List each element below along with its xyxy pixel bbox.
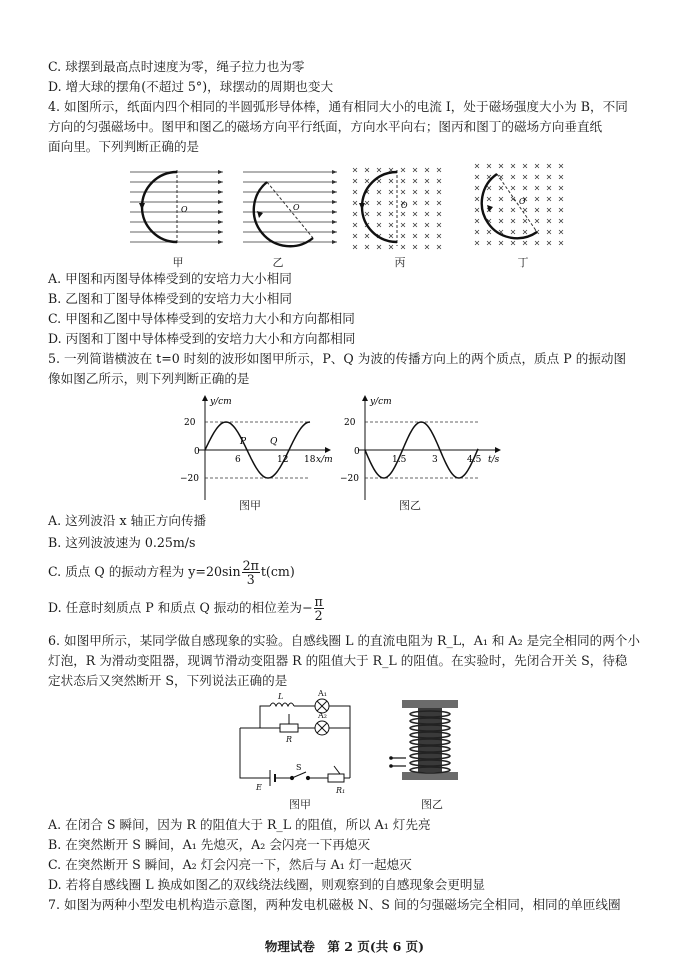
- fig-bing-label-o: O: [401, 201, 408, 210]
- fig-yi-label-o: O: [293, 203, 300, 212]
- q4-option-a: A. 甲图和丙图导体棒受到的安培力大小相同: [48, 271, 292, 286]
- graph-b-caption: 图乙: [399, 499, 421, 512]
- graph-a-ytick-0: 0: [194, 447, 200, 457]
- q6-caption-yi: 图乙: [421, 798, 443, 811]
- q6-stem-line3: 定状态后又突然断开 S，下列说法正确的是: [48, 673, 288, 688]
- graph-a-xtick-12: 12: [277, 455, 289, 465]
- graph-a-xtick-18: 18: [304, 455, 316, 465]
- fig-ding: [475, 164, 563, 245]
- q6-option-d: D. 若将自感线圈 L 换成如图乙的双线绕法线圈，则观察到的自感现象会更明显: [48, 877, 486, 892]
- graph-b-ylabel: y/cm: [370, 397, 392, 407]
- q5-option-b: B. 这列波波速为 0.25m/s: [48, 535, 196, 550]
- fig-ding-label-o: O: [519, 197, 526, 206]
- q6-caption-jia: 图甲: [289, 798, 311, 811]
- q6-stem-line1: 6. 如图甲所示，某同学做自感现象的实验。自感线圈 L 的直流电阻为 R_L，A₁ 和 A₂ 是完全相同的两个小: [48, 633, 640, 648]
- graph-b-ytick-neg20: −20: [340, 474, 359, 484]
- prev-option-d: D. 增大球的摆角(不超过 5°)，球摆动的周期也变大: [48, 79, 334, 94]
- double-wound-coil: [389, 700, 458, 780]
- q5-option-c-frac: [242, 559, 260, 586]
- q6-option-c: C. 在突然断开 S 瞬间，A₂ 灯会闪亮一下，然后与 A₁ 灯一起熄灭: [48, 857, 412, 872]
- q5-option-d-frac: [314, 595, 324, 622]
- graph-a-ytick-20: 20: [184, 418, 196, 428]
- q4-caption-yi: 乙: [272, 256, 284, 269]
- graph-a-point-p: P: [240, 437, 247, 447]
- graph-b-xtick-3: 3: [432, 455, 438, 465]
- circuit-label-s: S: [296, 763, 302, 772]
- circuit-label-r: R: [286, 735, 293, 744]
- circuit-label-a2: A₂: [318, 711, 327, 720]
- graph-a-caption: 图甲: [239, 499, 261, 512]
- graph-b-xtick-1-5: 1.5: [392, 455, 407, 465]
- q5-option-d-den: 2: [314, 608, 323, 623]
- circuit-diagram: [240, 699, 350, 786]
- q5-option-c-den: 3: [246, 572, 255, 587]
- q6-option-b: B. 在突然断开 S 瞬间，A₁ 先熄灭，A₂ 会闪亮一下再熄灭: [48, 837, 371, 852]
- q4-stem-line1: 4. 如图所示，纸面内四个相同的半圆弧形导体棒，通有相同大小的电流 I，处于磁场强度大小为 B，不同: [48, 99, 628, 114]
- q5-stem-line2: 像如图乙所示，则下列判断正确的是: [48, 371, 250, 386]
- q4-option-d: D. 丙图和丁图中导体棒受到的安培力大小和方向都相同: [48, 331, 356, 346]
- graph-a-xtick-6: 6: [235, 455, 241, 465]
- fig-jia-label-o: O: [181, 205, 188, 214]
- q6-figures: [230, 689, 470, 795]
- q4-stem-line3: 面向里。下列判断正确的是: [48, 139, 200, 154]
- graph-a-ytick-neg20: −20: [180, 474, 199, 484]
- q4-caption-ding: 丁: [517, 256, 529, 269]
- fig-bing: [353, 168, 441, 249]
- q4-caption-bing: 丙: [394, 256, 406, 269]
- circuit-label-e: E: [256, 783, 262, 792]
- q5-option-a: A. 这列波沿 x 轴正方向传播: [48, 513, 207, 528]
- circuit-label-l: L: [278, 692, 284, 701]
- q6-option-a: A. 在闭合 S 瞬间，因为 R 的阻值大于 R_L 的阻值，所以 A₁ 灯先亮: [48, 817, 431, 832]
- wave-graph-a: [180, 396, 333, 500]
- q4-option-c: C. 甲图和乙图中导体棒受到的安培力大小和方向都相同: [48, 311, 355, 326]
- q5-option-d-num: π: [314, 594, 323, 609]
- prev-option-c: C. 球摆到最高点时速度为零，绳子拉力也为零: [48, 59, 305, 74]
- fig-jia: [130, 170, 223, 244]
- q5-option-c: [48, 558, 295, 586]
- q5-option-c-post: t(cm): [260, 564, 295, 579]
- q4-option-b: B. 乙图和丁图导体棒受到的安培力大小相同: [48, 291, 292, 306]
- graph-b-ytick-0: 0: [354, 447, 360, 457]
- graph-a-point-q: Q: [270, 437, 278, 447]
- circuit-labels: [255, 689, 345, 795]
- wave-graph-b: [340, 396, 500, 500]
- q5-stem-line1: 5. 一列简谐横波在 t=0 时刻的波形如图甲所示，P、Q 为波的传播方向上的两个质点，质点 P 的振动图: [48, 351, 627, 366]
- graph-b-xlabel: t/s: [488, 455, 500, 465]
- circuit-label-r1: R₁: [336, 786, 346, 795]
- q5-graphs: [180, 392, 520, 512]
- graph-b-ytick-20: 20: [344, 418, 356, 428]
- q6-stem-line2: 灯泡，R 为滑动变阻器，现调节滑动变阻器 R 的阻值大于 R_L 的阻值。在实验时，先闭合开关 S，待稳: [48, 653, 628, 668]
- graph-a-xlabel: x/m: [316, 455, 333, 465]
- graph-b-xtick-4-5: 4.5: [467, 455, 482, 465]
- q7-stem-line1: 7. 如图为两种小型发电机构造示意图，两种发电机磁极 N、S 间的匀强磁场完全相同，相同的单匝线圈: [48, 897, 621, 912]
- fig-yi: [243, 170, 337, 246]
- graph-a-ylabel: y/cm: [210, 397, 232, 407]
- page-footer: 物理试卷 第 2 页(共 6 页): [264, 939, 425, 954]
- q5-option-c-num: 2π: [242, 558, 259, 573]
- q5-option-d: [48, 594, 325, 622]
- q4-stem-line2: 方向的匀强磁场中。图甲和图乙的磁场方向平行纸面，方向水平向右；图丙和图丁的磁场方向垂直纸: [48, 119, 603, 134]
- q5-option-d-pre: D. 任意时刻质点 P 和质点 Q 振动的相位差为−: [48, 600, 313, 615]
- circuit-label-a1: A₁: [318, 689, 327, 698]
- q4-caption-jia: 甲: [172, 256, 184, 269]
- q5-option-c-pre: C. 质点 Q 的振动方程为 y=20sin: [48, 564, 241, 579]
